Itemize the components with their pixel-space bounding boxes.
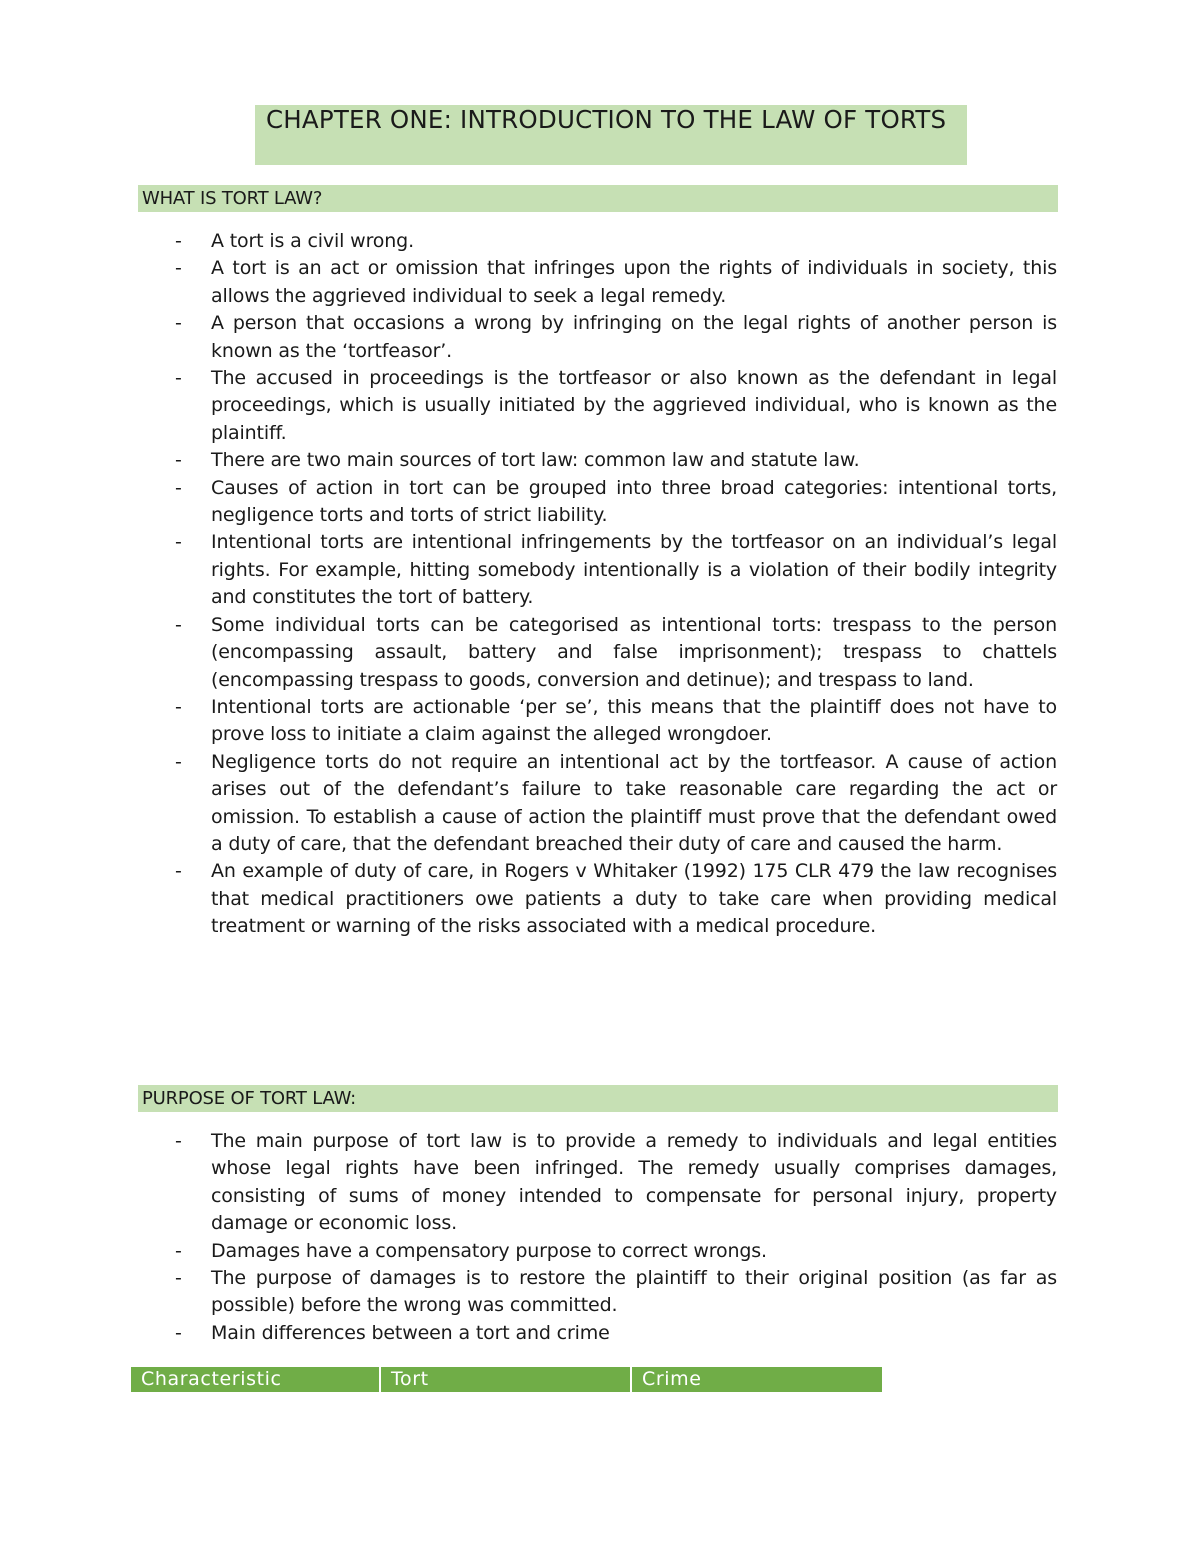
- bullet-marker: -: [175, 449, 182, 472]
- section-heading-purpose-of-tort-law: PURPOSE OF TORT LAW:: [138, 1085, 1058, 1112]
- bullet-marker: -: [175, 1239, 182, 1262]
- bullet-text: Intentional torts are actionable ‘per se’, this means that the plaintiff does not have to prove loss to initiate a claim against the alleged wrongdoer.: [211, 695, 1057, 746]
- comparison-table-header: [131, 1367, 884, 1392]
- bullet-text: Main differences between a tort and crime: [211, 1321, 610, 1344]
- bullet-text: The accused in proceedings is the tortfeasor or also known as the defendant in legal proceedings, which is usually initiated by the aggrieved individual, who is known as the plaintiff.: [211, 367, 1057, 444]
- bullet-marker: -: [175, 613, 182, 636]
- chapter-title: CHAPTER ONE: INTRODUCTION TO THE LAW OF TORTS: [266, 105, 947, 134]
- bullet-marker: -: [175, 230, 182, 252]
- bullet-marker: -: [175, 531, 182, 554]
- list-item: [0, 1320, 1057, 1347]
- bullet-marker: -: [175, 476, 182, 499]
- list-item: [0, 365, 1057, 447]
- bullet-list-purpose-of-tort-law: [0, 1128, 1057, 1347]
- bullet-text: The purpose of damages is to restore the plaintiff to their original position (as far as possible) before the wrong was committed.: [211, 1267, 1057, 1317]
- bullet-marker: -: [175, 695, 182, 718]
- bullet-text: Negligence torts do not require an intentional act by the tortfeasor. A cause of action arises out of the defendant’s failure to take reasonable care regarding the act or omission. To establish a cause of action the plaintiff must prove that the defendant owed a duty of care, that the defendant breached their duty of care and caused the harm.: [211, 750, 1057, 855]
- table-header-tort: Tort: [381, 1367, 630, 1392]
- table-header-characteristic: Characteristic: [131, 1367, 379, 1392]
- list-item: [0, 228, 1057, 255]
- bullet-text: There are two main sources of tort law: common law and statute law.: [211, 449, 860, 472]
- bullet-marker: -: [175, 1130, 182, 1152]
- bullet-text: The main purpose of tort law is to provide a remedy to individuals and legal entities whose legal rights have been infringed. The remedy usually comprises damages, consisting of sums of money intended to compensate for personal injury, property damage or economic loss.: [211, 1130, 1057, 1235]
- bullet-marker: -: [175, 1267, 182, 1290]
- bullet-text: A person that occasions a wrong by infringing on the legal rights of another person is known as the ‘tortfeasor’.: [211, 312, 1057, 362]
- list-item: [0, 475, 1057, 530]
- bullet-list-what-is-tort-law: [0, 228, 1057, 941]
- bullet-text: Damages have a compensatory purpose to correct wrongs.: [211, 1239, 767, 1262]
- list-item: [0, 255, 1057, 310]
- bullet-text: Intentional torts are intentional infringements by the tortfeasor on an individual’s legal rights. For example, hitting somebody intentionally is a violation of their bodily integrity and constitutes the tort of battery.: [211, 531, 1057, 609]
- list-item: [0, 1128, 1057, 1238]
- section-heading-what-is-tort-law: WHAT IS TORT LAW?: [138, 185, 1058, 212]
- list-item: [0, 447, 1057, 474]
- list-item: [0, 749, 1057, 859]
- bullet-text: An example of duty of care, in Rogers v Whitaker (1992) 175 CLR 479 the law recognises that medical practitioners owe patients a duty to take care when providing medical treatment or warning of the risks associated with a medical procedure.: [211, 860, 1057, 938]
- bullet-marker: -: [175, 257, 182, 280]
- list-item: [0, 612, 1057, 694]
- bullet-marker: -: [175, 367, 182, 390]
- bullet-text: A tort is an act or omission that infringes upon the rights of individuals in society, this allows the aggrieved individual to seek a legal remedy.: [211, 257, 1057, 307]
- list-item: [0, 1265, 1057, 1320]
- table-header-crime: Crime: [632, 1367, 882, 1392]
- bullet-marker: -: [175, 750, 182, 773]
- list-item: [0, 529, 1057, 611]
- list-item: [0, 694, 1057, 749]
- bullet-marker: -: [175, 860, 182, 883]
- bullet-text: Causes of action in tort can be grouped into three broad categories: intentional torts, negligence torts and torts of strict liability.: [211, 476, 1057, 527]
- bullet-marker: -: [175, 1321, 182, 1344]
- bullet-marker: -: [175, 312, 182, 335]
- bullet-text: A tort is a civil wrong.: [211, 230, 414, 252]
- chapter-title-box: [255, 105, 967, 165]
- list-item: [0, 1238, 1057, 1265]
- bullet-text: Some individual torts can be categorised as intentional torts: trespass to the person (encompassing assault, battery and false imprisonment); trespass to chattels (encompassing trespass to goods, conversion and detinue); and trespass to land.: [211, 613, 1057, 691]
- list-item: [0, 310, 1057, 365]
- list-item: [0, 858, 1057, 940]
